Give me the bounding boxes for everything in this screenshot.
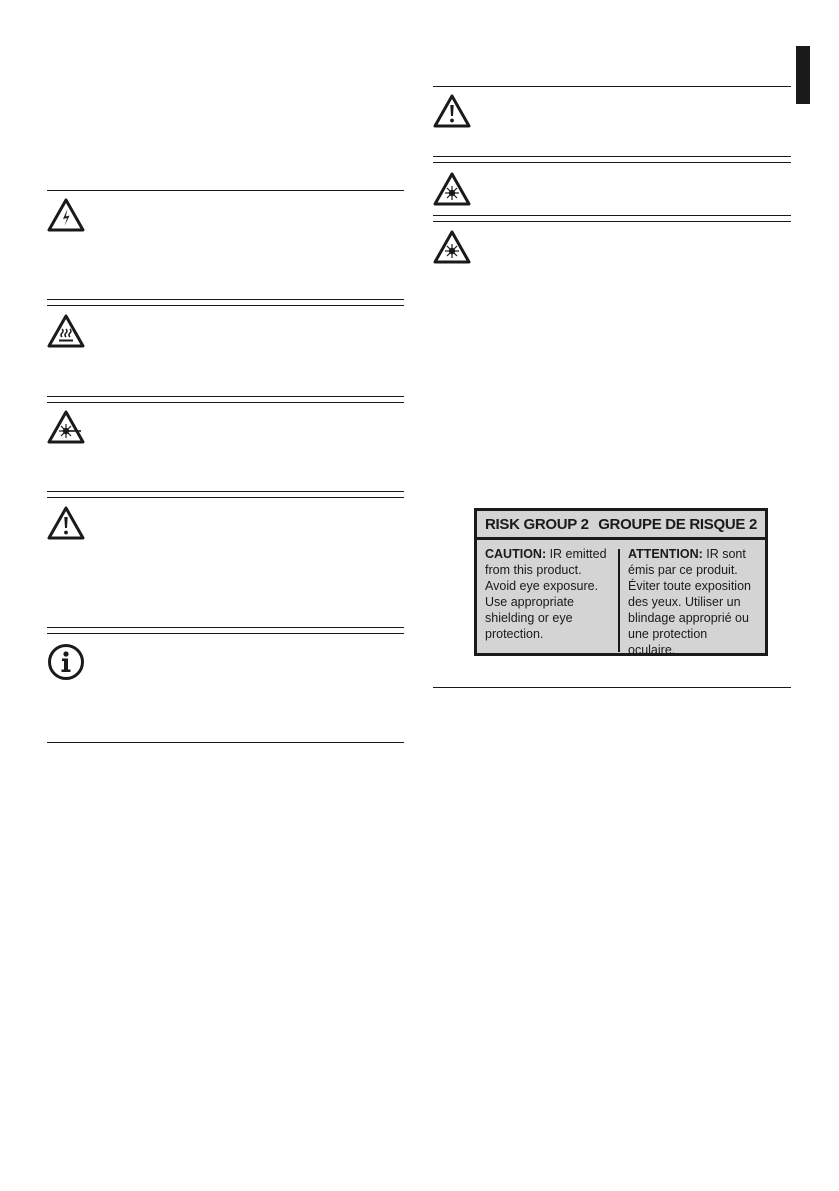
section-rule xyxy=(433,156,791,157)
optical-radiation-warning-icon xyxy=(47,410,85,444)
information-icon xyxy=(47,643,85,681)
section-rule xyxy=(47,305,404,306)
risk-group-title-en: RISK GROUP 2 xyxy=(485,515,589,533)
section-rule xyxy=(433,86,791,87)
caution-body: IR emitted from this product. Avoid eye exposure. Use appropriate shielding or eye protection. xyxy=(485,547,607,641)
label-divider xyxy=(618,549,620,652)
caution-prefix: CAUTION: xyxy=(485,547,550,561)
section-rule xyxy=(433,162,791,163)
risk-group-header xyxy=(477,511,765,540)
section-rule xyxy=(47,633,404,634)
language-tab-marker xyxy=(796,46,810,104)
section-rule xyxy=(47,299,404,300)
general-warning-icon xyxy=(47,506,85,540)
hot-surface-warning-icon xyxy=(47,314,85,348)
section-rule xyxy=(433,221,791,222)
section-rule xyxy=(47,497,404,498)
optical-radiation-warning-icon xyxy=(433,172,471,206)
section-rule xyxy=(47,402,404,403)
general-warning-icon xyxy=(433,94,471,128)
optical-radiation-warning-icon xyxy=(433,230,471,264)
risk-group-title-fr: GROUPE DE RISQUE 2 xyxy=(598,515,757,533)
section-rule xyxy=(433,687,791,688)
electric-shock-warning-icon xyxy=(47,198,85,232)
section-rule xyxy=(47,396,404,397)
caution-text-fr xyxy=(628,546,757,658)
attention-prefix: ATTENTION: xyxy=(628,547,707,561)
section-rule xyxy=(47,190,404,191)
section-rule xyxy=(47,491,404,492)
caution-text-en xyxy=(485,546,614,658)
section-rule xyxy=(47,627,404,628)
section-rule xyxy=(47,742,404,743)
risk-group-label xyxy=(474,508,768,656)
attention-body: IR sont émis par ce produit. Éviter toute exposition des yeux. Utiliser un blindage approprié ou une protection oculaire. xyxy=(628,547,751,657)
section-rule xyxy=(433,215,791,216)
